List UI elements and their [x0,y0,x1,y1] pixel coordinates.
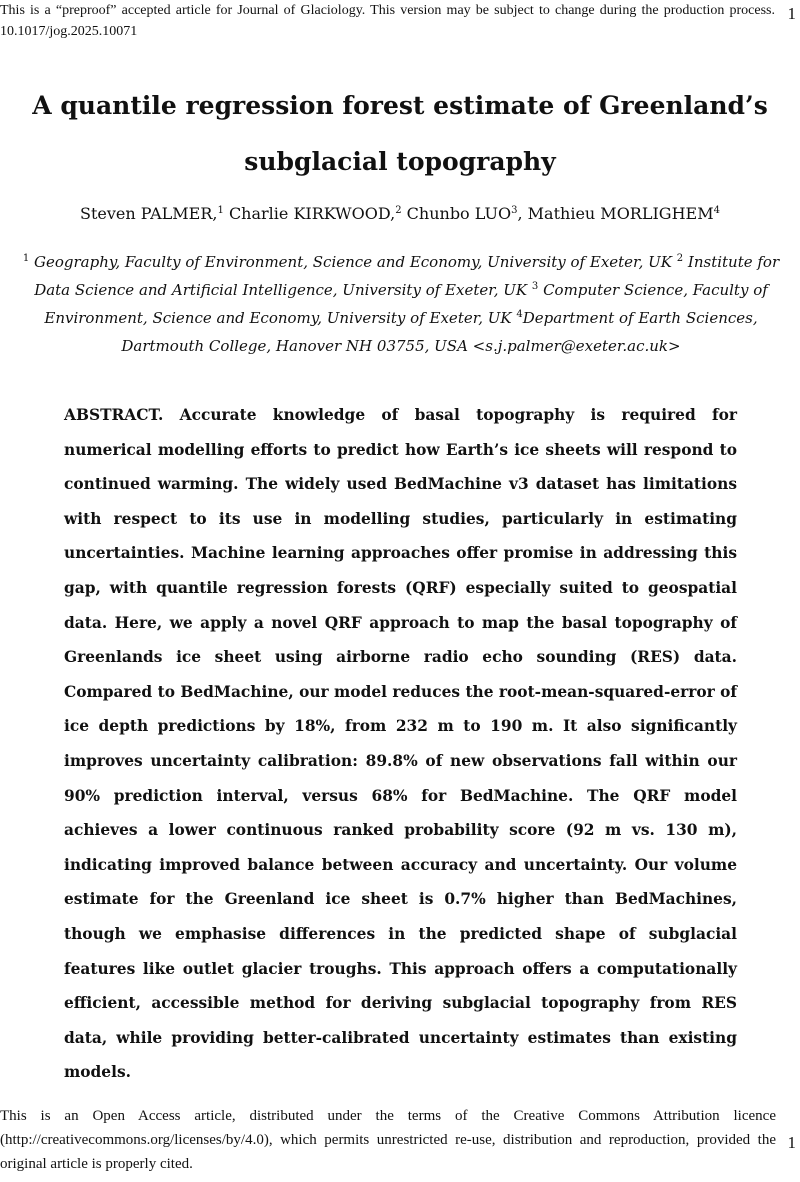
page-number-bottom: 1 [787,1133,796,1152]
affiliation-text: Department of Earth Sciences, Dartmouth College, Hanover NH 03755, USA <s.j.palmer@exeter.ac.uk> [121,309,758,355]
abstract-label: ABSTRACT. [64,406,164,424]
author-name: , Mathieu MORLIGHEM [517,204,714,223]
affiliation-text: Geography, Faculty of Environment, Science and Economy, University of Exeter, UK [34,253,672,271]
author-name: Steven PALMER, [80,204,218,223]
author-affiliation-mark: 3 [511,205,518,216]
affiliation-mark: 2 [676,253,684,264]
affiliation-text: Institute for Data Science and Artificial Intelligence, University of Exeter, UK [34,253,780,299]
abstract [64,398,737,1090]
author-affiliation-mark: 1 [217,205,224,216]
author-list [0,200,800,228]
page-number-top: 1 [787,4,796,23]
author-name: Chunbo LUO [406,204,512,223]
author-name: Charlie KIRKWOOD, [228,204,396,223]
preproof-notice: This is a “preproof” accepted article for Journal of Glaciology. This version may be subject to change during the production process. 10.1017/jog.2025.10071 [0,3,775,39]
affiliation-mark: 1 [22,253,30,264]
author-affiliation-mark: 4 [713,205,720,216]
paper-title: A quantile regression forest estimate of Greenland’s subglacial topography [32,91,768,176]
license-notice: This is an Open Access article, distributed under the terms of the Creative Commons Attribution licence (http://creativecommons.org/licenses/by/4.0), which permits unrestricted re-use, distribution and reproduction, provided the original article is properly cited. [0,1108,776,1172]
affiliation-mark: 4 [516,309,523,320]
author-affiliation-mark: 2 [395,205,402,216]
affiliation-mark: 3 [531,281,539,292]
affiliation-list [14,248,788,360]
affiliation-text: Computer Science, Faculty of Environment, Science and Economy, University of Exeter, UK [44,281,768,327]
abstract-text: Accurate knowledge of basal topography is required for numerical modelling efforts to predict how Earth’s ice sheets will respond to continued warming. The widely used BedMachine v3 dataset has limitations with respect to its use in modelling studies, particularly in estimating uncertainties. Machine learning approaches offer promise in addressing this gap, with quantile regression forests (QRF) especially suited to geospatial data. Here, we apply a novel QRF approach to map the basal topography of Greenlands ice sheet using airborne radio echo sounding (RES) data. Compared to BedMachine, our model reduces the root-mean-squared-error of ice depth predictions by 18%, from 232 m to 190 m. It also significantly improves uncertainty calibration: 89.8% of new observations fall within our 90% prediction interval, versus 68% for BedMachine. The QRF model achieves a lower continuous ranked probability score (92 m vs. 130 m), indicating improved balance between accuracy and uncertainty. Our volume estimate for the Greenland ice sheet is 0.7% higher than BedMachines, though we emphasise differences in the predicted shape of subglacial features like outlet glacier troughs. This approach offers a computationally efficient, accessible method for deriving subglacial topography from RES data, while providing better-calibrated uncertainty estimates than existing models. [64,406,738,1082]
